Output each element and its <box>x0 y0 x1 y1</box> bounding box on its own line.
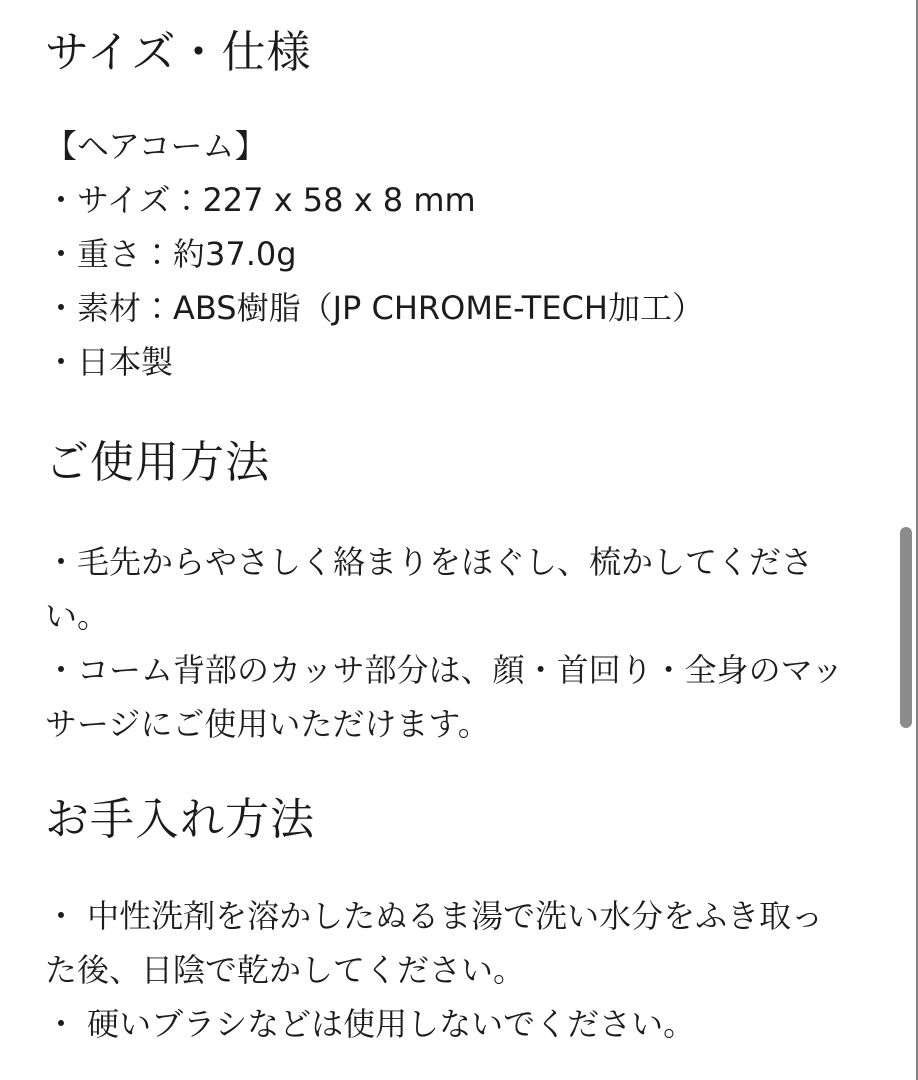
care-item-no-brush: ・ 硬いブラシなどは使用しないでください。 <box>45 1005 696 1043</box>
section-heading-care: お手入れ方法 <box>45 794 315 845</box>
description-content <box>45 27 845 1051</box>
usage-item-combing: ・毛先からやさしく絡まりをほぐし、梳かしてください。 <box>45 543 814 635</box>
spec-material: ・素材：ABS樹脂（JP CHROME-TECH加工） <box>45 289 704 327</box>
spec-list <box>45 119 845 389</box>
scrollbar-thumb[interactable] <box>900 527 912 728</box>
spec-made-in: ・日本製 <box>45 343 174 381</box>
care-item-washing: ・ 中性洗剤を溶かしたぬるま湯で洗い水分をふき取った後、日陰で乾かしてください。 <box>45 897 824 989</box>
care-list <box>45 889 845 1051</box>
spec-weight: ・重さ：約37.0g <box>45 235 297 273</box>
spec-size: ・サイズ：227 x 58 x 8 mm <box>45 181 476 219</box>
spec-product-name: 【ヘアコーム】 <box>45 127 267 165</box>
usage-list <box>45 535 845 751</box>
usage-item-massage: ・コーム背部のカッサ部分は、顔・首回り・全身のマッサージにご使用いただけます。 <box>45 651 844 743</box>
section-heading-size-specs: サイズ・仕様 <box>45 27 312 78</box>
section-heading-usage: ご使用方法 <box>45 437 270 488</box>
